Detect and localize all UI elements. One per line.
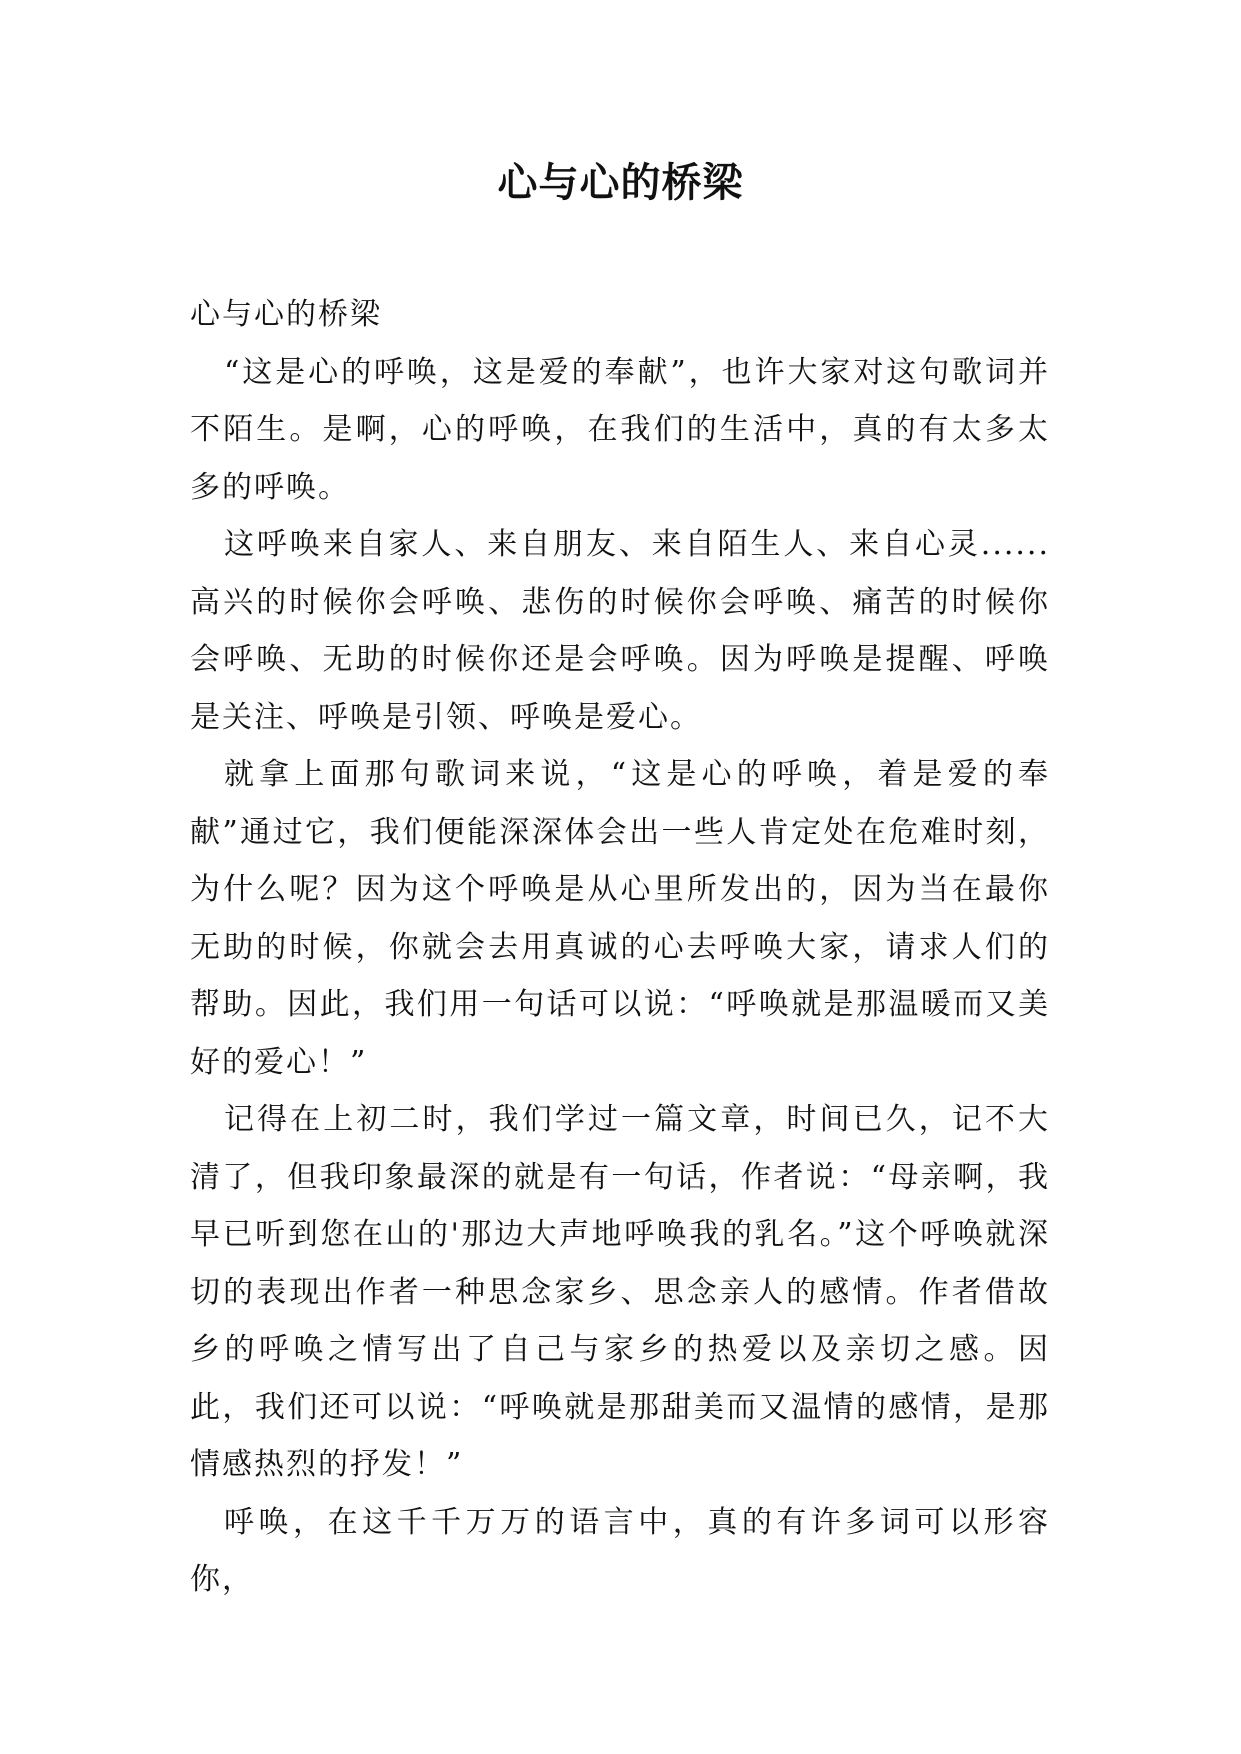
document-title: 心与心的桥梁 <box>497 160 744 206</box>
paragraph-3: 就拿上面那句歌词来说，“这是心的呼唤，着是爱的奉献”通过它，我们便能深深体会出一些人肯定处在危难时刻，为什么呢？因为这个呼唤是从心里所发出的，因为当在最你无助的时候，你就会去用真诚的心去呼唤大家，请求人们的帮助。因此，我们用一句话可以说：“呼唤就是那温暖而又美好的爱心！” <box>190 757 1050 1080</box>
paragraph-5: 呼唤，在这千千万万的语言中，真的有许多词可以形容你， <box>190 1504 1050 1597</box>
document-subtitle: 心与心的桥梁 <box>190 297 382 332</box>
paragraph-1: “这是心的呼唤，这是爱的奉献”，也许大家对这句歌词并不陌生。是啊，心的呼唤，在我们的生活中，真的有太多太多的呼唤。 <box>190 354 1050 505</box>
document-body <box>190 286 1050 1609</box>
paragraph-2: 这呼唤来自家人、来自朋友、来自陌生人、来自心灵......高兴的时候你会呼唤、悲伤的时候你会呼唤、痛苦的时候你会呼唤、无助的时候你还是会呼唤。因为呼唤是提醒、呼唤是关注、呼唤是引领、呼唤是爱心。 <box>190 527 1050 735</box>
paragraph-4: 记得在上初二时，我们学过一篇文章，时间已久，记不大清了，但我印象最深的就是有一句话，作者说：“母亲啊，我早已听到您在山的'那边大声地呼唤我的乳名。”这个呼唤就深切的表现出作者一种思念家乡、思念亲人的感情。作者借故乡的呼唤之情写出了自己与家乡的热爱以及亲切之感。因此，我们还可以说：“呼唤就是那甜美而又温情的感情，是那情感热烈的抒发！” <box>190 1102 1050 1482</box>
